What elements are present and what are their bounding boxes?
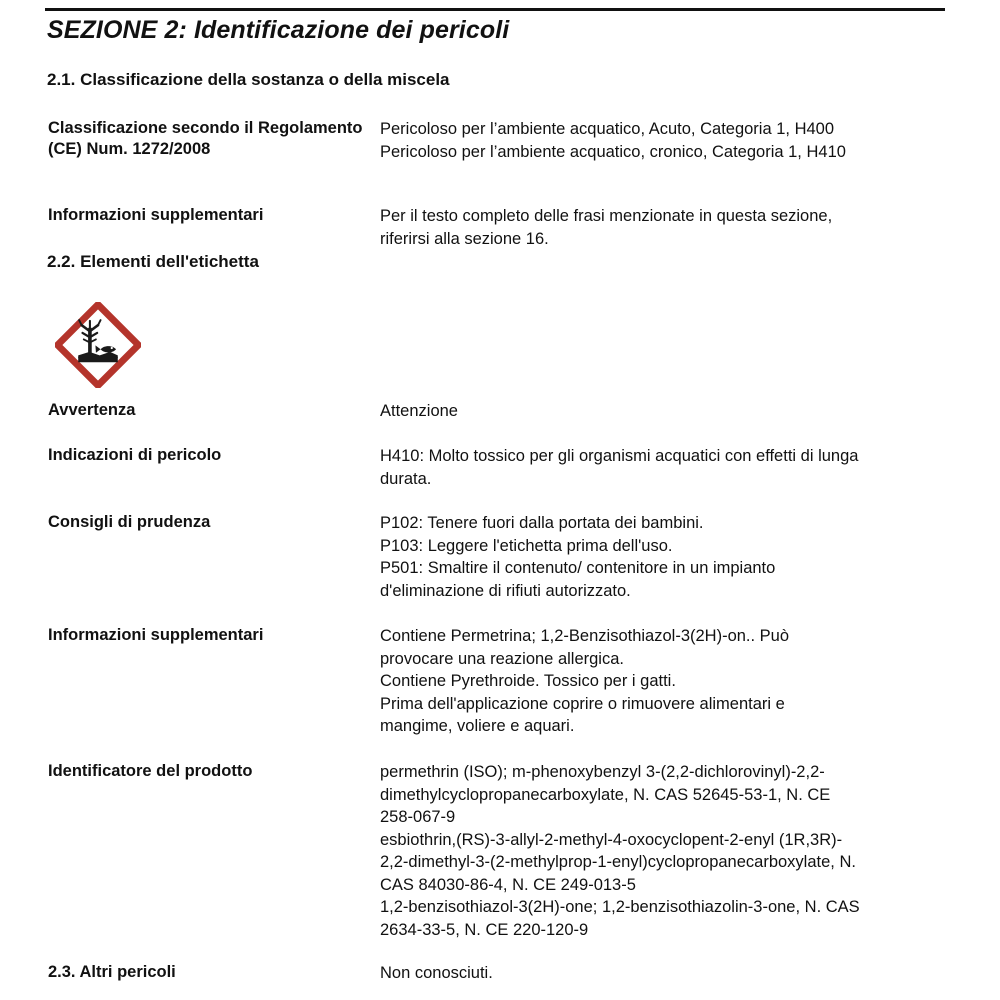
value-line: provocare una reazione allergica. [380,649,624,668]
value-line: dimethylcyclopropanecarboxylate, N. CAS 52645-53-1, N. CE [380,785,831,804]
row-value [380,400,960,423]
row-label: Informazioni supplementari [48,206,264,224]
row-value [380,962,960,985]
ghs09-icon [55,302,141,388]
row-value [380,761,960,941]
row-value [380,625,960,738]
row-label [48,118,368,160]
label-line: Classificazione secondo il [48,119,254,137]
value-line: Contiene Pyrethroide. Tossico per i gatti. [380,672,676,690]
row-value [380,445,960,490]
value-line: Contiene Permetrina; 1,2-Benzisothiazol-3(2H)-on.. Può [380,627,790,645]
value-line: 258-067-9 [380,808,456,826]
value-line: H410: Molto tossico per gli organismi acquatici con effetti di lunga [380,447,859,465]
value-line: d'eliminazione di rifiuti autorizzato. [380,581,631,600]
value-line: mangime, voliere e aquari. [380,717,575,735]
header-divider [45,8,945,11]
row-label: Avvertenza [48,401,136,419]
ghs09-environment-pictogram [55,302,141,388]
value-line: Prima dell'applicazione coprire o rimuovere alimentari e [380,694,785,713]
subsection-heading-2-1: 2.1. Classificazione della sostanza o della miscela [47,70,450,89]
value-line: Per il testo completo delle frasi menzionate in questa sezione, [380,207,833,225]
value-line: 2634-33-5, N. CE 220-120-9 [380,920,589,939]
label-line: 1272/2008 [132,140,211,158]
subsection-heading-2-3: 2.3. Altri pericoli [48,963,176,981]
value-line: P103: Leggere l'etichetta prima dell'uso. [380,536,673,555]
row-label: Identificatore del prodotto [48,762,253,780]
value-line: 1,2-benzisothiazol-3(2H)-one; 1,2-benzisothiazolin-3-one, N. CAS [380,898,860,916]
value-line: P102: Tenere fuori dalla portata dei bambini. [380,514,704,532]
row-label: Informazioni supplementari [48,626,264,644]
value-line: Pericoloso per l’ambiente acquatico, Acuto, Categoria 1, H400 [380,120,835,138]
row-label: Indicazioni di pericolo [48,446,222,464]
value-line: 2,2-dimethyl-3-(2-methylprop-1-enyl)cyclopropanecarboxylate, N. [380,853,856,871]
value-line: riferirsi alla sezione 16. [380,229,549,248]
subsection-heading-2-2: 2.2. Elementi dell'etichetta [47,252,259,271]
value-line: P501: Smaltire il contenuto/ contenitore in un impianto [380,559,776,577]
value-line: esbiothrin,(RS)-3-allyl-2-methyl-4-oxocyclopent-2-enyl (1R,3R)- [380,830,843,849]
row-value [380,118,960,163]
row-value [380,205,960,250]
row-value [380,512,960,602]
label-line: Regolamento (CE) Num. [48,119,363,158]
value-line: Attenzione [380,402,458,420]
page-title: SEZIONE 2: Identificazione dei pericoli [47,16,510,44]
row-label: Consigli di prudenza [48,513,211,531]
value-line: CAS 84030-86-4, N. CE 249-013-5 [380,875,636,894]
value-line: durata. [380,469,432,488]
value-line: Pericoloso per l’ambiente acquatico, cronico, Categoria 1, H410 [380,142,846,161]
value-line: permethrin (ISO); m-phenoxybenzyl 3-(2,2-dichlorovinyl)-2,2- [380,763,825,781]
value-line: Non conosciuti. [380,964,493,982]
